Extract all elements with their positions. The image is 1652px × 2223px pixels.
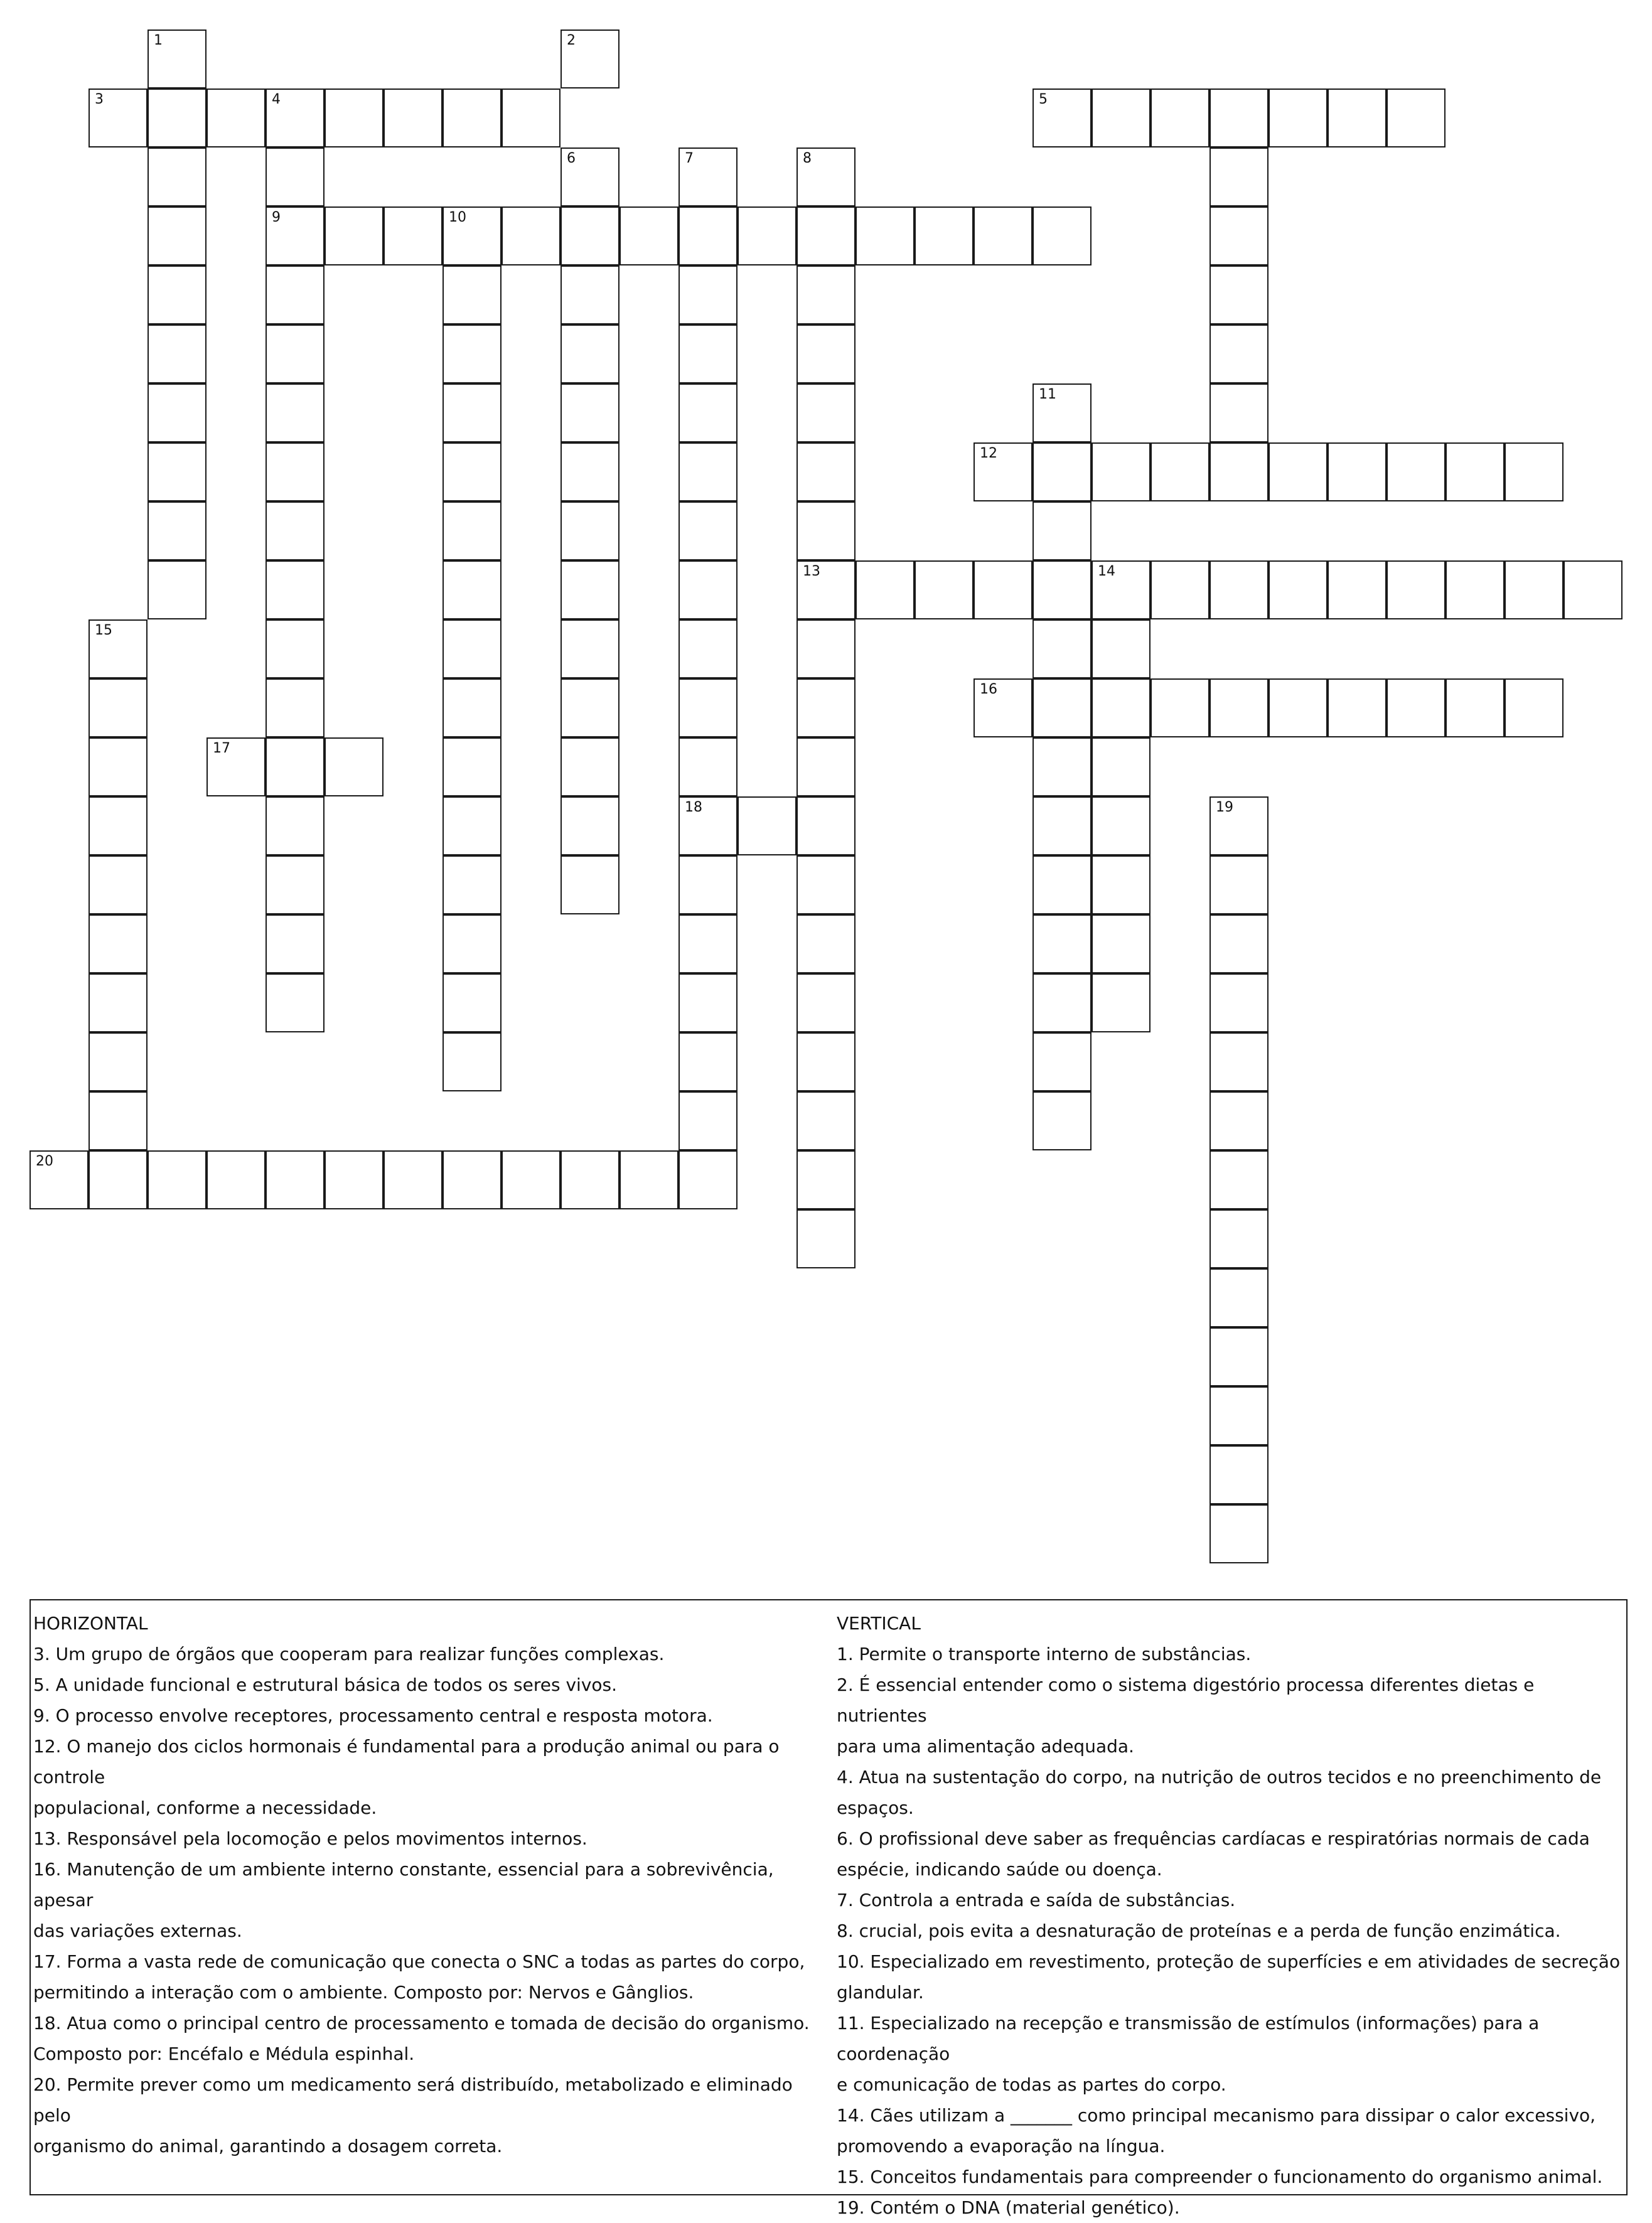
grid-cell[interactable] (88, 619, 148, 678)
grid-cell[interactable] (1210, 1150, 1268, 1209)
clue-v14: 14. Cães utilizam a _______ como principal mecanismo para dissipar o calor excessivo, promovendo a evaporação na língua. (837, 2105, 1596, 2156)
clue-v19: 19. Contém o DNA (material genético). (837, 2197, 1180, 2218)
grid-cell[interactable] (1032, 206, 1092, 265)
grid-cell[interactable] (1032, 383, 1092, 442)
grid-cell[interactable] (1032, 1091, 1092, 1150)
grid-cell[interactable] (206, 737, 266, 796)
grid-cell[interactable] (796, 973, 856, 1032)
grid-cell[interactable] (1446, 678, 1504, 737)
grid-cell[interactable] (1150, 442, 1210, 501)
grid-cell[interactable] (88, 1032, 148, 1091)
grid-cell[interactable] (148, 29, 206, 88)
grid-cell[interactable] (620, 206, 678, 265)
grid-cell[interactable] (678, 914, 738, 973)
grid-cell[interactable] (501, 88, 560, 147)
clue-number: 1 (154, 33, 163, 48)
grid-cell[interactable] (796, 206, 856, 265)
grid-cell[interactable] (384, 206, 442, 265)
grid-cell[interactable] (1210, 1209, 1268, 1268)
clue-number: 7 (685, 151, 694, 166)
grid-cell[interactable] (1268, 560, 1328, 619)
grid-cell[interactable] (442, 914, 501, 973)
grid-cell[interactable] (560, 206, 620, 265)
grid-cell[interactable] (442, 796, 501, 855)
grid-cell[interactable] (266, 442, 324, 501)
clue-v2: 2. É essencial entender como o sistema digestório processa diferentes dietas e nutrientes para uma alimentação adequada. (837, 1674, 1535, 1757)
grid-cell[interactable] (501, 206, 560, 265)
grid-cell[interactable] (266, 560, 324, 619)
grid-cell[interactable] (1210, 855, 1268, 914)
grid-cell[interactable] (1092, 914, 1150, 973)
grid-cell[interactable] (738, 206, 796, 265)
grid-cell[interactable] (1032, 855, 1092, 914)
grid-cell[interactable] (1210, 796, 1268, 855)
grid-cell[interactable] (796, 737, 856, 796)
grid-cell[interactable] (1210, 88, 1268, 147)
grid-cell[interactable] (678, 206, 738, 265)
grid-cell[interactable] (148, 383, 206, 442)
grid-cell[interactable] (88, 796, 148, 855)
clue-v10: 10. Especializado em revestimento, proteção de superfícies e em atividades de secreção glandular. (837, 1951, 1621, 2003)
clue-number: 18 (685, 800, 702, 815)
grid-cell[interactable] (1150, 678, 1210, 737)
grid-cell[interactable] (1210, 560, 1268, 619)
grid-cell[interactable] (442, 206, 501, 265)
grid-cell[interactable] (266, 678, 324, 737)
grid-cell[interactable] (796, 678, 856, 737)
grid-cell[interactable] (1210, 324, 1268, 383)
grid-cell[interactable] (148, 147, 206, 206)
grid-cell[interactable] (1150, 560, 1210, 619)
vertical-clues (837, 1608, 1621, 2223)
grid-cell[interactable] (1210, 1327, 1268, 1386)
clues-box (30, 1599, 1628, 2218)
grid-cell[interactable] (1092, 973, 1150, 1032)
grid-cell[interactable] (1210, 973, 1268, 1032)
grid-cell[interactable] (1446, 560, 1504, 619)
grid-cell[interactable] (442, 737, 501, 796)
grid-cell[interactable] (796, 265, 856, 324)
grid-cell[interactable] (1092, 442, 1150, 501)
grid-cell[interactable] (1032, 973, 1092, 1032)
horizontal-clues (33, 1608, 830, 2161)
grid-cell[interactable] (1328, 560, 1386, 619)
grid-cell[interactable] (1210, 442, 1268, 501)
grid-cell[interactable] (1210, 1091, 1268, 1150)
grid-cell[interactable] (678, 973, 738, 1032)
grid-cell[interactable] (1386, 560, 1446, 619)
grid-cell[interactable] (266, 619, 324, 678)
grid-cell[interactable] (88, 1150, 148, 1209)
clue-number: 11 (1039, 387, 1056, 402)
grid-cell[interactable] (1386, 678, 1446, 737)
grid-cell[interactable] (796, 442, 856, 501)
clue-number: 19 (1216, 800, 1233, 815)
clue-h12: 12. O manejo dos ciclos hormonais é fundamental para a produção animal ou para o controle populacional, conforme a necessidade. (33, 1736, 780, 1818)
grid-cell[interactable] (148, 206, 206, 265)
grid-cell[interactable] (1268, 88, 1328, 147)
grid-cell[interactable] (678, 737, 738, 796)
grid-cell[interactable] (266, 796, 324, 855)
grid-cell[interactable] (1504, 678, 1564, 737)
grid-cell[interactable] (1032, 88, 1092, 147)
grid-cell[interactable] (1032, 678, 1092, 737)
grid-cell[interactable] (678, 501, 738, 560)
grid-cell[interactable] (442, 678, 501, 737)
clue-h20: 20. Permite prever como um medicamento será distribuído, metabolizado e eliminado pelo organismo do animal, garantindo a dosagem correta. (33, 2074, 793, 2156)
grid-cell[interactable] (1268, 678, 1328, 737)
vertical-heading: VERTICAL (837, 1613, 921, 1634)
grid-cell[interactable] (1504, 442, 1564, 501)
grid-cell[interactable] (148, 560, 206, 619)
clue-number: 5 (1039, 92, 1048, 107)
clue-v6: 6. O profissional deve saber as frequências cardíacas e respiratórias normais de cada espécie, indicando saúde ou doença. (837, 1828, 1590, 1880)
grid-cell[interactable] (856, 206, 914, 265)
grid-cell[interactable] (1032, 501, 1092, 560)
grid-cell[interactable] (1210, 1268, 1268, 1327)
grid-cell[interactable] (1386, 88, 1446, 147)
grid-cell[interactable] (1210, 678, 1268, 737)
grid-cell[interactable] (266, 206, 324, 265)
grid-cell[interactable] (560, 324, 620, 383)
grid-cell[interactable] (1092, 619, 1150, 678)
grid-cell[interactable] (560, 678, 620, 737)
grid-cell[interactable] (1564, 560, 1622, 619)
grid-cell[interactable] (88, 1091, 148, 1150)
grid-cell[interactable] (796, 1150, 856, 1209)
grid-cell[interactable] (266, 1150, 324, 1209)
grid-cell[interactable] (560, 619, 620, 678)
clue-number: 9 (272, 210, 281, 225)
grid-cell[interactable] (678, 678, 738, 737)
grid-cell[interactable] (442, 619, 501, 678)
grid-cell[interactable] (442, 855, 501, 914)
grid-cell[interactable] (1210, 1386, 1268, 1445)
grid-cell[interactable] (88, 973, 148, 1032)
clue-number: 17 (213, 741, 230, 756)
grid-cell[interactable] (501, 1150, 560, 1209)
horizontal-heading: HORIZONTAL (33, 1613, 148, 1634)
grid-cell[interactable] (678, 442, 738, 501)
grid-cell[interactable] (442, 560, 501, 619)
grid-cell[interactable] (266, 324, 324, 383)
grid-cell[interactable] (560, 796, 620, 855)
clue-number: 8 (803, 151, 812, 166)
clue-h5: 5. A unidade funcional e estrutural básica de todos os seres vivos. (33, 1674, 618, 1695)
grid-cell[interactable] (560, 501, 620, 560)
grid-cell[interactable] (796, 560, 856, 619)
clue-h17: 17. Forma a vasta rede de comunicação que conecta o SNC a todas as partes do corpo, permitindo a interação com o ambiente. Composto por: Nervos e Gânglios. (33, 1951, 805, 2003)
grid-cell[interactable] (678, 796, 738, 855)
grid-cell[interactable] (914, 560, 973, 619)
grid-cell[interactable] (266, 501, 324, 560)
grid-cell[interactable] (796, 619, 856, 678)
grid-cell[interactable] (560, 147, 620, 206)
grid-cell[interactable] (324, 88, 384, 147)
grid-cell[interactable] (1210, 1032, 1268, 1091)
grid-cell[interactable] (678, 619, 738, 678)
grid-cell[interactable] (266, 88, 324, 147)
clue-h16: 16. Manutenção de um ambiente interno constante, essencial para a sobrevivência, apesar das variações externas. (33, 1859, 774, 1941)
grid-cell[interactable] (560, 560, 620, 619)
clue-h18: 18. Atua como o principal centro de processamento e tomada de decisão do organismo. Composto por: Encéfalo e Médula espinhal. (33, 2013, 810, 2064)
grid-cell[interactable] (1032, 619, 1092, 678)
grid-cell[interactable] (266, 914, 324, 973)
grid-cell[interactable] (266, 737, 324, 796)
grid-cell[interactable] (1092, 560, 1150, 619)
grid-cell[interactable] (442, 1150, 501, 1209)
grid-cell[interactable] (796, 855, 856, 914)
grid-cell[interactable] (1032, 560, 1092, 619)
grid-cell[interactable] (266, 147, 324, 206)
grid-cell[interactable] (148, 88, 206, 147)
clue-number: 3 (95, 92, 104, 107)
grid-cell[interactable] (1210, 265, 1268, 324)
grid-cell[interactable] (1210, 914, 1268, 973)
clue-h3: 3. Um grupo de órgãos que cooperam para realizar funções complexas. (33, 1644, 665, 1664)
grid-cell[interactable] (324, 206, 384, 265)
grid-cell[interactable] (1092, 678, 1150, 737)
grid-cell[interactable] (148, 1150, 206, 1209)
grid-cell[interactable] (796, 796, 856, 855)
grid-cell[interactable] (266, 265, 324, 324)
grid-cell[interactable] (560, 442, 620, 501)
grid-cell[interactable] (560, 1150, 620, 1209)
grid-cell[interactable] (384, 88, 442, 147)
grid-cell[interactable] (1092, 796, 1150, 855)
grid-cell[interactable] (1210, 147, 1268, 206)
grid-cell[interactable] (796, 501, 856, 560)
grid-cell[interactable] (678, 147, 738, 206)
grid-cell[interactable] (796, 1091, 856, 1150)
grid-cell[interactable] (973, 560, 1032, 619)
grid-cell[interactable] (796, 1209, 856, 1268)
grid-cell[interactable] (560, 855, 620, 914)
clue-v7: 7. Controla a entrada e saída de substâncias. (837, 1890, 1236, 1910)
grid-cell[interactable] (206, 88, 266, 147)
clue-number: 15 (95, 623, 112, 638)
clue-number: 6 (567, 151, 576, 166)
grid-cell[interactable] (148, 265, 206, 324)
grid-cell[interactable] (266, 855, 324, 914)
grid-cell[interactable] (442, 1032, 501, 1091)
clue-v1: 1. Permite o transporte interno de substâncias. (837, 1644, 1252, 1664)
grid-cell[interactable] (1032, 796, 1092, 855)
grid-cell[interactable] (442, 383, 501, 442)
grid-cell[interactable] (384, 1150, 442, 1209)
grid-cell[interactable] (560, 737, 620, 796)
grid-cell[interactable] (88, 678, 148, 737)
grid-cell[interactable] (324, 1150, 384, 1209)
grid-cell[interactable] (796, 147, 856, 206)
grid-cell[interactable] (1092, 88, 1150, 147)
grid-cell[interactable] (442, 501, 501, 560)
clue-v15: 15. Conceitos fundamentais para compreender o funcionamento do organismo animal. (837, 2167, 1603, 2187)
grid-cell[interactable] (1092, 855, 1150, 914)
clue-number: 10 (449, 210, 466, 225)
grid-cell[interactable] (973, 442, 1032, 501)
grid-cell[interactable] (914, 206, 973, 265)
clue-v8: 8. crucial, pois evita a desnaturação de proteínas e a perda de função enzimática. (837, 1920, 1561, 1941)
grid-cell[interactable] (442, 265, 501, 324)
grid-cell[interactable] (796, 914, 856, 973)
grid-cell[interactable] (148, 501, 206, 560)
grid-cell[interactable] (1328, 678, 1386, 737)
grid-cell[interactable] (738, 796, 796, 855)
grid-cell[interactable] (442, 973, 501, 1032)
grid-cell[interactable] (1032, 737, 1092, 796)
grid-cell[interactable] (678, 560, 738, 619)
grid-cell[interactable] (1210, 1445, 1268, 1504)
clue-v4: 4. Atua na sustentação do corpo, na nutrição de outros tecidos e no preenchimento de espaços. (837, 1767, 1602, 1818)
grid-cell[interactable] (1210, 206, 1268, 265)
clue-number: 2 (567, 33, 576, 48)
grid-cell[interactable] (1150, 88, 1210, 147)
grid-cell[interactable] (1032, 442, 1092, 501)
grid-cell[interactable] (266, 973, 324, 1032)
grid-cell[interactable] (30, 1150, 88, 1209)
clue-number: 13 (803, 564, 820, 579)
grid-cell[interactable] (560, 265, 620, 324)
grid-cell[interactable] (796, 324, 856, 383)
grid-cell[interactable] (678, 1091, 738, 1150)
clue-h9: 9. O processo envolve receptores, processamento central e resposta motora. (33, 1705, 713, 1726)
grid-cell[interactable] (678, 1032, 738, 1091)
grid-cell[interactable] (678, 383, 738, 442)
grid-cell[interactable] (88, 88, 148, 147)
grid-cell[interactable] (796, 383, 856, 442)
grid-cell[interactable] (1268, 442, 1328, 501)
grid-cell[interactable] (442, 442, 501, 501)
clue-number: 14 (1098, 564, 1115, 579)
grid-cell[interactable] (1210, 1504, 1268, 1563)
grid-cell[interactable] (1210, 383, 1268, 442)
grid-cell[interactable] (620, 1150, 678, 1209)
clue-number: 20 (36, 1154, 53, 1169)
grid-cell[interactable] (1032, 914, 1092, 973)
grid-cell[interactable] (796, 1032, 856, 1091)
clue-number: 16 (980, 682, 997, 697)
clue-number: 4 (272, 92, 281, 107)
grid-cell[interactable] (1328, 442, 1386, 501)
grid-cell[interactable] (973, 678, 1032, 737)
grid-cell[interactable] (1504, 560, 1564, 619)
grid-cell[interactable] (678, 855, 738, 914)
grid-cell[interactable] (148, 324, 206, 383)
clue-number: 12 (980, 446, 997, 461)
grid-cell[interactable] (678, 324, 738, 383)
grid-cell[interactable] (1092, 737, 1150, 796)
grid-cell[interactable] (1032, 1032, 1092, 1091)
grid-cell[interactable] (88, 855, 148, 914)
grid-cell[interactable] (324, 737, 384, 796)
grid-cell[interactable] (678, 265, 738, 324)
grid-cell[interactable] (1386, 442, 1446, 501)
grid-cell[interactable] (1446, 442, 1504, 501)
grid-cell[interactable] (973, 206, 1032, 265)
grid-cell[interactable] (266, 383, 324, 442)
grid-cell[interactable] (88, 914, 148, 973)
grid-cell[interactable] (206, 1150, 266, 1209)
grid-cell[interactable] (442, 324, 501, 383)
grid-cell[interactable] (442, 88, 501, 147)
clue-v11: 11. Especializado na recepção e transmissão de estímulos (informações) para a coordenação e comunicação de todas as partes do corpo. (837, 2013, 1540, 2095)
grid-cell[interactable] (88, 737, 148, 796)
grid-cell[interactable] (148, 442, 206, 501)
grid-cell[interactable] (560, 29, 620, 88)
grid-cell[interactable] (678, 1150, 738, 1209)
clue-h13: 13. Responsável pela locomoção e pelos movimentos internos. (33, 1828, 587, 1849)
grid-cell[interactable] (856, 560, 914, 619)
grid-cell[interactable] (1328, 88, 1386, 147)
grid-cell[interactable] (560, 383, 620, 442)
